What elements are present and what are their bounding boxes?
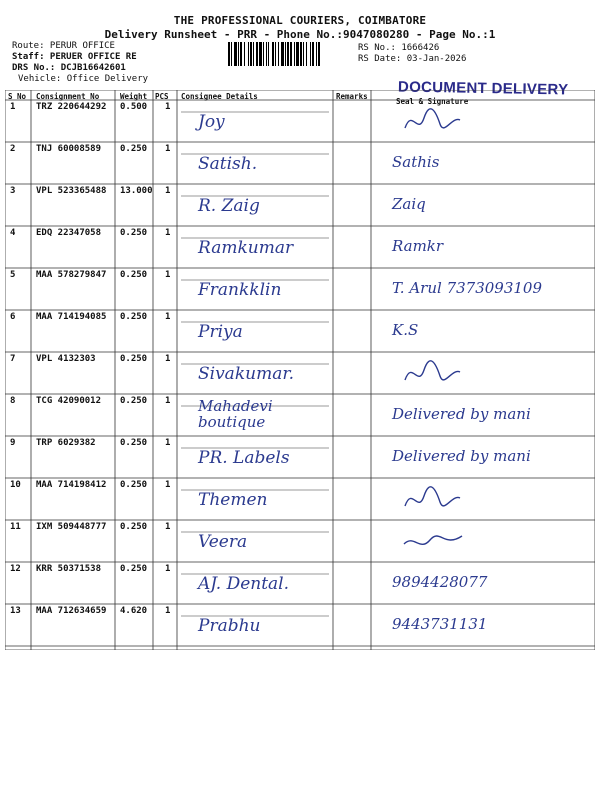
row-sno: 2 <box>10 144 16 154</box>
row-consignment-no: TCG 42090012 <box>36 396 102 406</box>
row-seal-signature: Ramkr <box>392 237 444 255</box>
row-consignment-no: MAA 578279847 <box>36 270 107 280</box>
row-pcs: 1 <box>165 396 171 406</box>
signature-scribble <box>400 274 470 306</box>
row-pcs: 1 <box>165 102 171 112</box>
row-consignee-handwritten: Priya <box>198 322 243 342</box>
row-seal-signature: Delivered by mani <box>392 447 531 465</box>
row-weight: 0.250 <box>120 228 148 238</box>
row-consignment-no: MAA 714198412 <box>36 480 107 490</box>
row-pcs: 1 <box>165 312 171 322</box>
row-seal-signature: 9443731131 <box>392 615 488 633</box>
row-weight: 0.500 <box>120 102 148 112</box>
row-sno: 5 <box>10 270 16 280</box>
row-consignee-handwritten: Sivakumar. <box>198 364 294 384</box>
row-pcs: 1 <box>165 186 171 196</box>
drs-number: DRS No.: DCJB16642601 <box>12 63 126 73</box>
row-consignee-handwritten: PR. Labels <box>198 448 290 468</box>
row-weight: 0.250 <box>120 396 148 406</box>
signature-scribble <box>400 484 470 516</box>
row-seal-signature: T. Arul 7373093109 <box>392 279 542 297</box>
row-sno: 12 <box>10 564 21 574</box>
row-seal-signature: 9894428077 <box>392 573 488 591</box>
signature-scribble <box>400 232 470 264</box>
runsheet-title: Delivery Runsheet - PRR - Phone No.:9047080280 - Page No.:1 <box>104 28 496 41</box>
row-consignee-handwritten: Satish. <box>198 154 258 174</box>
row-weight: 0.250 <box>120 270 148 280</box>
row-sno: 4 <box>10 228 16 238</box>
row-consignment-no: MAA 712634659 <box>36 606 107 616</box>
row-consignment-no: EDQ 22347058 <box>36 228 102 238</box>
row-pcs: 1 <box>165 228 171 238</box>
row-pcs: 1 <box>165 480 171 490</box>
staff-label: Staff: PERUER OFFICE RE <box>12 52 137 62</box>
signature-scribble <box>400 316 470 348</box>
signature-scribble <box>400 106 470 138</box>
row-weight: 4.620 <box>120 606 148 616</box>
row-weight: 0.250 <box>120 438 148 448</box>
row-consignee-handwritten: R. Zaig <box>198 196 260 216</box>
row-sno: 7 <box>10 354 16 364</box>
route-label: Route: PERUR OFFICE <box>12 41 115 51</box>
row-sno: 11 <box>10 522 21 532</box>
row-seal-signature: K.S <box>392 321 419 339</box>
row-pcs: 1 <box>165 522 171 532</box>
row-pcs: 1 <box>165 144 171 154</box>
signature-scribble <box>400 568 470 600</box>
row-weight: 13.000 <box>120 186 153 196</box>
row-weight: 0.250 <box>120 354 148 364</box>
row-consignee-handwritten: Mahadevi boutique <box>198 397 273 431</box>
row-consignment-no: TRZ 220644292 <box>36 102 107 112</box>
row-consignment-no: KRR 50371538 <box>36 564 102 574</box>
row-sno: 13 <box>10 606 21 616</box>
row-sno: 6 <box>10 312 16 322</box>
row-consignee-handwritten: AJ. Dental. <box>198 574 290 594</box>
row-consignee-handwritten: Joy <box>198 112 225 132</box>
rs-date: RS Date: 03-Jan-2026 <box>358 54 467 64</box>
col-header-sno: S No <box>8 92 27 101</box>
col-header-weight: Weight <box>120 92 148 101</box>
row-pcs: 1 <box>165 270 171 280</box>
vehicle-label: Vehicle: Office Delivery <box>18 74 149 84</box>
signature-scribble <box>400 610 470 642</box>
row-sno: 1 <box>10 102 16 112</box>
row-weight: 0.250 <box>120 144 148 154</box>
row-weight: 0.250 <box>120 564 148 574</box>
row-consignment-no: MAA 714194085 <box>36 312 107 322</box>
signature-scribble <box>400 442 470 474</box>
signature-scribble <box>400 400 470 432</box>
document-delivery-stamp: DOCUMENT DELIVERY <box>397 78 569 99</box>
row-weight: 0.250 <box>120 480 148 490</box>
row-seal-signature: Zaiq <box>392 195 426 213</box>
rs-number: RS No.: 1666426 <box>358 43 440 53</box>
row-seal-signature: Delivered by mani <box>392 405 531 423</box>
row-consignee-handwritten: Prabhu <box>198 616 261 636</box>
row-consignee-handwritten: Veera <box>198 532 248 552</box>
row-pcs: 1 <box>165 354 171 364</box>
col-header-remarks: Remarks <box>336 92 368 101</box>
signature-scribble <box>400 358 470 390</box>
row-consignee-handwritten: Themen <box>198 490 268 510</box>
row-pcs: 1 <box>165 438 171 448</box>
row-consignee-handwritten: Ramkumar <box>198 238 294 258</box>
col-header-pcs: PCS <box>155 92 169 101</box>
row-sno: 8 <box>10 396 16 406</box>
row-seal-signature: Sathis <box>392 153 440 171</box>
signature-scribble <box>400 190 470 222</box>
row-sno: 10 <box>10 480 21 490</box>
row-consignment-no: VPL 4132303 <box>36 354 96 364</box>
col-header-consignee: Consignee Details <box>181 92 258 101</box>
row-sno: 9 <box>10 438 16 448</box>
row-consignee-handwritten: Frankklin <box>198 280 282 300</box>
row-consignment-no: IXM 509448777 <box>36 522 107 532</box>
row-weight: 0.250 <box>120 312 148 322</box>
signature-scribble <box>400 526 470 558</box>
row-pcs: 1 <box>165 564 171 574</box>
row-consignment-no: TRP 6029382 <box>36 438 96 448</box>
company-title: THE PROFESSIONAL COURIERS, COIMBATORE <box>173 14 427 27</box>
col-header-seal: Seal & Signature <box>396 97 469 106</box>
signature-scribble <box>400 148 470 180</box>
col-header-consignment: Consignment No <box>36 92 100 101</box>
row-weight: 0.250 <box>120 522 148 532</box>
row-consignment-no: VPL 523365488 <box>36 186 107 196</box>
row-pcs: 1 <box>165 606 171 616</box>
row-sno: 3 <box>10 186 16 196</box>
row-consignment-no: TNJ 60008589 <box>36 144 102 154</box>
barcode-image <box>228 42 354 66</box>
